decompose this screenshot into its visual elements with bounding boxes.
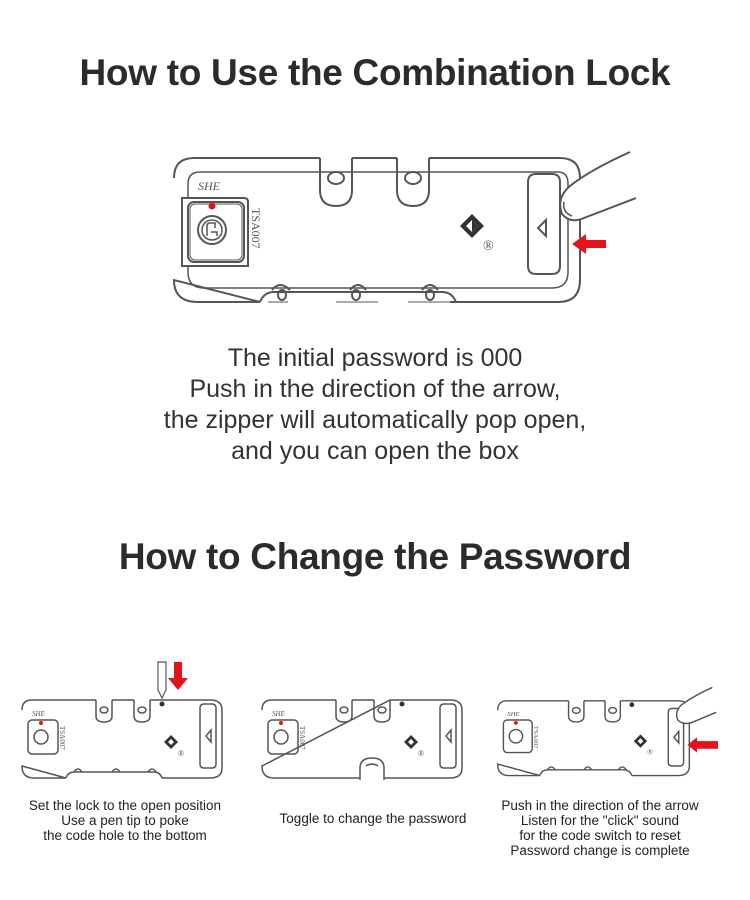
model-label: TSA007 [532,725,540,749]
push-arrow-icon [687,737,718,752]
caption-line: the code hole to the bottom [43,828,207,843]
instruction-line: Push in the direction of the arrow, [189,375,561,403]
tsa-logo-icon [634,734,647,747]
section-title-change-password: How to Change the Password [118,536,632,577]
finger-icon [360,758,384,780]
step3-caption [470,798,730,858]
down-arrow-icon [168,662,188,690]
model-label: TSA007 [249,208,263,249]
registered-mark: ® [483,239,494,254]
tsa-logo-icon [404,735,418,749]
step1-caption [0,798,250,843]
push-arrow-icon [572,234,606,254]
caption-line: Password change is complete [510,843,690,858]
registered-mark: ® [418,749,425,758]
instruction-line: the zipper will automatically pop open, [163,406,587,434]
caption-line: Set the lock to the open position [28,798,222,813]
registered-mark: ® [647,747,653,757]
caption-line: for the code switch to reset [519,828,681,843]
brand-label: SHE [198,179,220,193]
section-title-use-lock: How to Use the Combination Lock [79,52,671,93]
finger-icon [560,152,636,220]
caption-line: Listen for the "click" sound [520,813,680,828]
pen-icon [158,662,166,698]
instruction-line: and you can open the box [231,437,519,465]
usage-instructions [0,343,750,467]
instruction-line: The initial password is 000 [227,344,523,372]
caption-line: Use a pen tip to poke [61,813,189,828]
registered-mark: ® [178,749,185,758]
caption-line: Toggle to change the password [279,811,467,826]
combination-lock-illustration [160,140,640,320]
tsa-logo-icon [164,735,178,749]
step2-lock-illustration [254,660,484,780]
step2-caption [248,811,498,826]
brand-label: SHE [32,710,45,718]
step1-lock-illustration [14,660,244,780]
model-label: TSA007 [298,726,306,750]
tsa-logo-icon [460,214,484,238]
finger-icon [677,687,717,723]
step3-lock-illustration [490,660,720,780]
model-label: TSA007 [58,726,66,750]
caption-line: Push in the direction of the arrow [501,798,699,813]
brand-label: SHE [507,711,520,719]
brand-label: SHE [272,710,285,718]
